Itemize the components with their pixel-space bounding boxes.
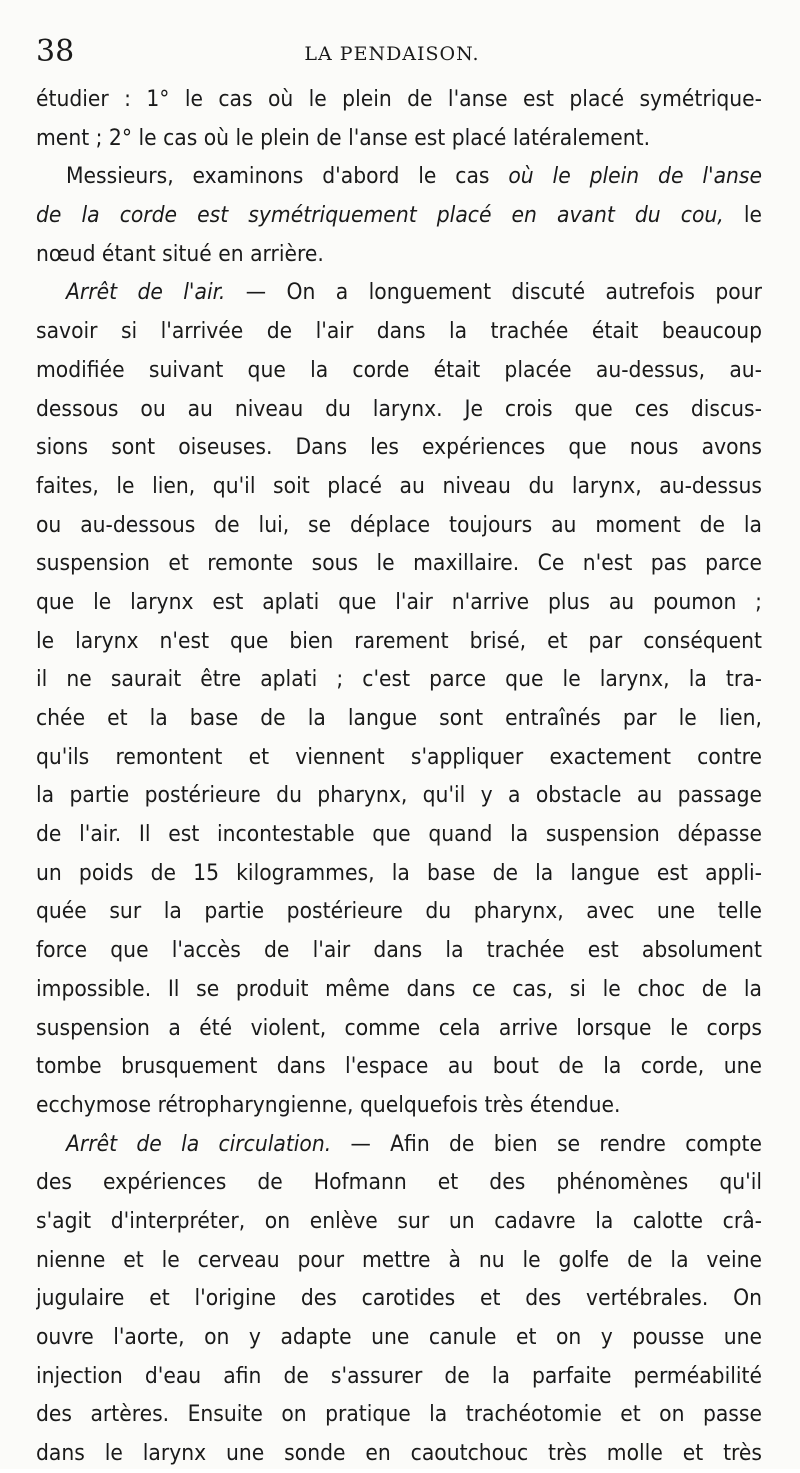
text-segment: jugulaire et l'origine des carotides et des vertébrales. On [36,1285,762,1312]
text-line [36,892,762,931]
text-line [36,738,762,777]
text-segment: un poids de 15 kilogrammes, la base de la langue est appli- [36,859,762,886]
page-number: 38 [36,34,75,69]
text-line [36,931,762,970]
text-line [36,1395,762,1434]
text-segment: le [723,202,762,229]
text-line [36,119,762,158]
text-line [36,815,762,854]
text-line [36,196,762,235]
italic-segment: où le plein de l'anse [508,163,762,190]
text-line [36,467,762,506]
text-segment: des expériences de Hofmann et des phénomènes qu'il [36,1169,762,1196]
text-segment: dans le larynx une sonde en caoutchouc très molle et très [36,1440,762,1467]
text-segment: Messieurs, examinons d'abord le cas [66,163,509,190]
text-segment: ouvre l'aorte, on y adapte une canule et on y pousse une [36,1324,762,1350]
text-segment: dessous ou au niveau du larynx. Je crois que ces discus- [36,395,762,422]
text-line [36,273,762,312]
text-line [36,390,762,429]
text-line [36,544,762,583]
text-segment: le larynx n'est que bien rarement brisé, et par conséquent [36,627,762,654]
text-segment: la partie postérieure du pharynx, qu'il y a obstacle au passage [36,782,762,809]
text-segment: ment ; 2° le cas où le plein de l'anse est placé latéralement. [36,124,651,151]
italic-segment: Arrêt de la circulation. [66,1130,332,1157]
text-segment: suspension a été violent, comme cela arrive lorsque le corps [36,1014,762,1041]
text-segment: tombe brusquement dans l'espace au bout de la corde, une [36,1053,762,1080]
text-segment: force que l'accès de l'air dans la trachée est absolument [36,937,762,964]
text-segment: chée et la base de la langue sont entraînés par le lien, [36,705,762,731]
page-header [36,30,748,74]
text-segment: ou au-dessous de lui, se déplace toujours au moment de la [36,511,762,538]
text-line [36,699,762,738]
text-line [36,1434,762,1473]
text-line [36,1047,762,1086]
text-segment: quée sur la partie postérieure du pharynx, avec une telle [36,898,762,925]
text-line [36,622,762,661]
text-segment: nienne et le cerveau pour mettre à nu le golfe de la veine [36,1246,762,1273]
text-line [36,235,762,274]
text-segment: que le larynx est aplati que l'air n'arrive plus au poumon ; [36,588,762,615]
text-line [36,1241,762,1280]
text-segment: — On a longuement discuté autrefois pour [225,279,762,306]
text-line [36,1202,762,1241]
text-line [36,970,762,1009]
text-line [36,1086,762,1125]
text-segment: de l'air. Il est incontestable que quand la suspension dépasse [36,821,762,848]
text-segment: nœud étant situé en arrière. [36,240,324,267]
text-line [36,157,762,196]
text-line [36,776,762,815]
text-line [36,428,762,467]
text-line [36,1357,762,1396]
italic-segment: de la corde est symétriquement placé en avant du cou, [36,202,724,229]
text-line [36,854,762,893]
text-line [36,1279,762,1318]
text-line [36,660,762,699]
text-segment: suspension et remonte sous le maxillaire. Ce n'est pas parce [36,550,762,577]
text-segment: sions sont oiseuses. Dans les expériences que nous avons [36,434,762,461]
running-title: LA PENDAISON. [304,43,480,65]
text-line [36,506,762,545]
text-line [36,80,762,119]
text-line [36,583,762,622]
text-segment: modifiée suivant que la corde était placée au-dessus, au- [36,356,762,383]
text-segment: des artères. Ensuite on pratique la trachéotomie et on passe [36,1401,762,1428]
text-line [36,1318,762,1357]
text-segment: impossible. Il se produit même dans ce cas, si le choc de la [36,975,762,1002]
text-line [36,312,762,351]
text-line [36,1125,762,1164]
body-text [36,80,762,1473]
text-segment: faites, le lien, qu'il soit placé au niveau du larynx, au-dessus [36,472,762,499]
text-segment: qu'ils remontent et viennent s'appliquer exactement contre [36,743,762,770]
text-segment: il ne saurait être aplati ; c'est parce que le larynx, la tra- [36,666,762,693]
text-line [36,1163,762,1202]
text-segment: s'agit d'interpréter, on enlève sur un cadavre la calotte crâ- [36,1207,762,1234]
text-segment: savoir si l'arrivée de l'air dans la trachée était beaucoup [36,318,762,345]
italic-segment: Arrêt de l'air. [66,279,226,306]
text-line [36,1009,762,1048]
text-line [36,351,762,390]
text-segment: étudier : 1° le cas où le plein de l'anse est placé symétrique- [36,86,762,112]
text-segment: ecchymose rétropharyngienne, quelquefois très étendue. [36,1091,621,1118]
text-segment: — Afin de bien se rendre compte [331,1130,762,1157]
text-segment: injection d'eau afin de s'assurer de la parfaite perméabilité [36,1362,762,1389]
